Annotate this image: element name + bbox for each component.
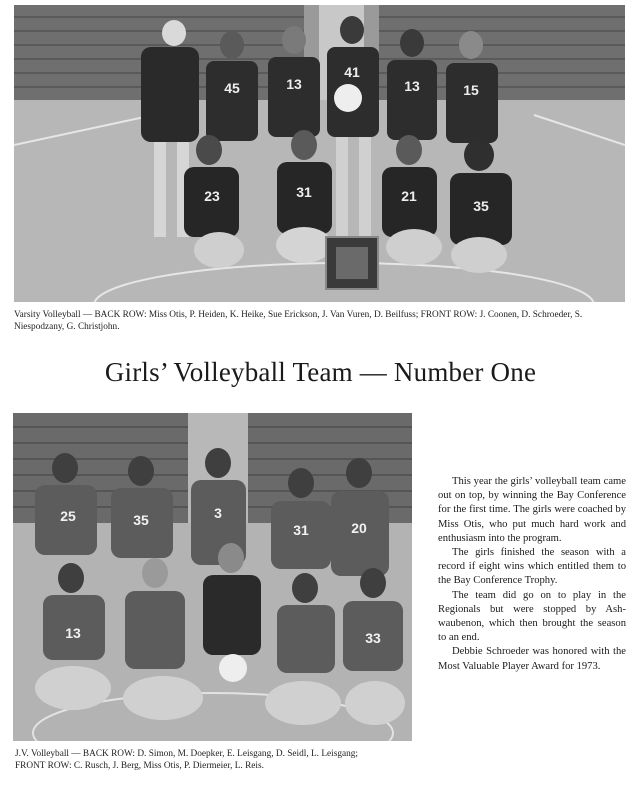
jersey-number: 45 <box>224 80 240 96</box>
jersey-number: 23 <box>204 188 220 204</box>
jersey-number: 13 <box>65 625 81 641</box>
jv-caption-line: J.V. Volleyball — BACK ROW: D. Simon, M. Doepker, E. Leisgang, D. Seidl, L. Leisgang; <box>15 749 358 759</box>
varsity-team-photo <box>14 5 625 302</box>
jersey-number: 3 <box>214 505 222 521</box>
jersey-number: 41 <box>344 64 360 80</box>
jersey-number: 13 <box>404 78 420 94</box>
jersey-number: 31 <box>296 184 312 200</box>
story-paragraph: This year the girls’ volleyball team came out on top, by winning the Bay Conference for the first time. The girls were coached by Miss Otis, who put much hard work and enthusiasm into the program. <box>438 476 626 544</box>
varsity-caption: Varsity Volleyball — BACK ROW: Miss Otis, P. Heiden, K. Heike, Sue Erickson, J. Van Vuren, D. Beilfuss; FRONT ROW: J. Coonen, D. Schroeder, S. Niespodzany, G. Christjohn. <box>14 310 583 332</box>
varsity-photo-image <box>14 5 625 302</box>
jersey-number: 21 <box>401 188 417 204</box>
story-paragraph: Debbie Schroeder was honored with the Most Valuable Player Award for 1973. <box>438 646 626 672</box>
jersey-number: 25 <box>60 508 76 524</box>
jersey-number: 35 <box>473 198 489 214</box>
jersey-number: 15 <box>463 82 479 98</box>
jersey-number: 35 <box>133 512 149 528</box>
jv-caption <box>15 748 425 772</box>
page-headline: Girls’ Volleyball Team — Number One <box>104 357 537 387</box>
jersey-number: 31 <box>293 522 309 538</box>
jv-team-photo <box>13 413 412 741</box>
story-paragraph: The team did go on to play in the Regionals but were stopped by Ash-waubenon, which then brought the season to an end. <box>438 589 626 644</box>
story-paragraph: The girls finished the season with a record if eight wins which entitled them to the Bay Conference Trophy. <box>438 547 626 587</box>
story-text <box>438 475 626 674</box>
jersey-number: 33 <box>365 630 381 646</box>
jersey-number: 20 <box>351 520 367 536</box>
jv-caption-line: FRONT ROW: C. Rusch, J. Berg, Miss Otis, P. Diermeier, L. Reis. <box>15 761 264 771</box>
jersey-number: 13 <box>286 76 302 92</box>
jv-photo-image <box>13 413 412 741</box>
